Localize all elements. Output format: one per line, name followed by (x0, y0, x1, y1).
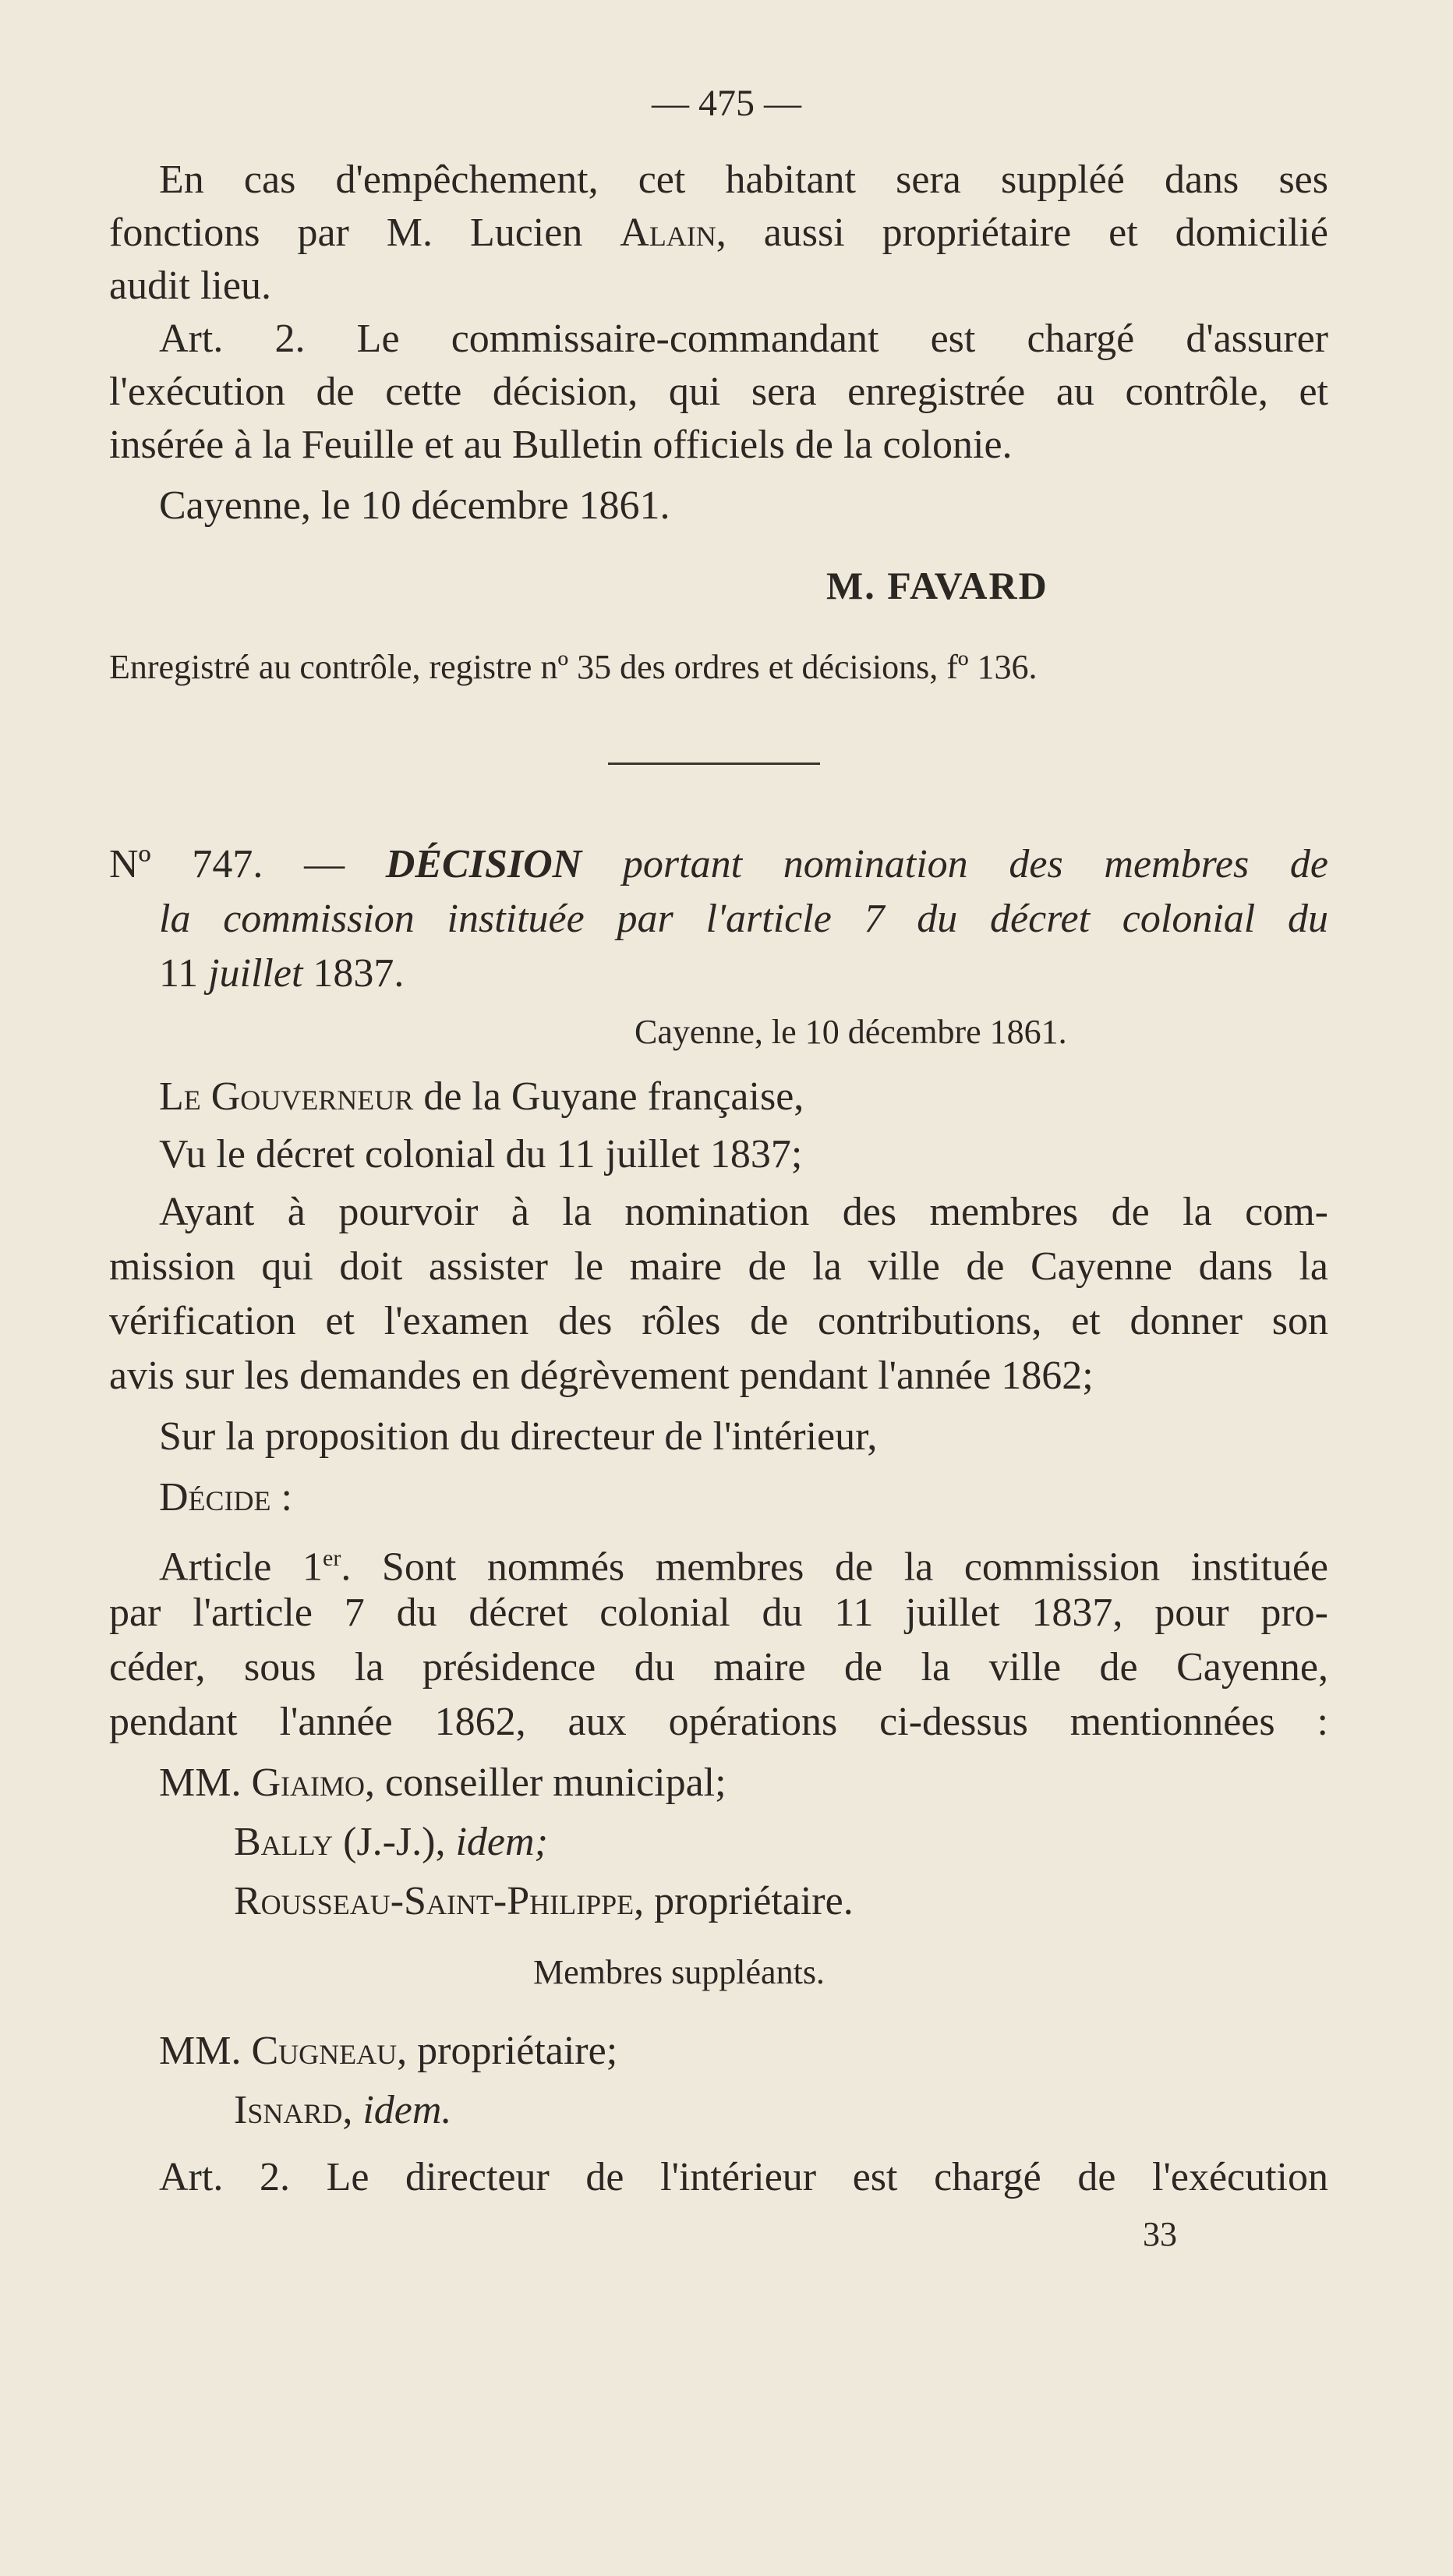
person-name: Cugneau (251, 2029, 398, 2073)
person-name: Giaimo (251, 1760, 366, 1805)
date-line: Cayenne, le 10 décembre 1861. (635, 1013, 1067, 1051)
member-line: Bally (J.-J.), idem; (234, 1820, 548, 1864)
text-line: fonctions par M. Lucien Alain, aussi propriétaire et domicilié (109, 211, 1328, 255)
text-line: En cas d'empêchement, cet habitant sera suppléé dans ses (159, 157, 1328, 202)
text-line: Ayant à pourvoir à la nomination des membres de la com- (159, 1190, 1328, 1234)
person-name: Alain (620, 211, 716, 255)
text-line: Vu le décret colonial du 11 juillet 1837; (159, 1132, 803, 1177)
text-line: Art. 2. Le directeur de l'intérieur est chargé de l'exécution (159, 2155, 1328, 2199)
member-line: MM. Cugneau, propriétaire; (159, 2029, 618, 2073)
member-line: MM. Giaimo, conseiller municipal; (159, 1760, 726, 1805)
member-line: Rousseau-Saint-Philippe, propriétaire. (234, 1879, 854, 1923)
decision-label: DÉCISION (385, 842, 582, 886)
signature: M. FAVARD (826, 564, 1048, 607)
text-line: céder, sous la présidence du maire de la ville de Cayenne, (109, 1645, 1328, 1690)
signature-mark: 33 (1143, 2215, 1177, 2253)
text-line: Article 1er. Sont nommés membres de la commission instituée (159, 1545, 1328, 1590)
person-name: Bally (234, 1820, 334, 1864)
text-line: pendant l'année 1862, aux opérations ci-dessus mentionnées : (109, 1700, 1328, 1744)
section-divider (608, 763, 820, 765)
person-name: Rousseau-Saint-Philippe (234, 1879, 635, 1923)
page-number: — 475 — (652, 83, 801, 124)
subheading: Membres suppléants. (533, 1953, 825, 1991)
date-line: Cayenne, le 10 décembre 1861. (159, 483, 670, 528)
decision-heading: Nº 747. — DÉCISION portant nomination des membres de (109, 842, 1328, 886)
decision-heading: la commission instituée par l'article 7 du décret colonial du (159, 897, 1328, 941)
text-line: Sur la proposition du directeur de l'intérieur, (159, 1414, 878, 1459)
text-line: avis sur les demandes en dégrèvement pendant l'année 1862; (109, 1353, 1094, 1398)
text-line: insérée à la Feuille et au Bulletin officiels de la colonie. (109, 423, 1013, 467)
text-line: Art. 2. Le commissaire-commandant est chargé d'assurer (159, 317, 1328, 361)
text-line: vérification et l'examen des rôles de contributions, et donner son (109, 1299, 1328, 1343)
text-line: par l'article 7 du décret colonial du 11 juillet 1837, pour pro- (109, 1591, 1328, 1635)
text-line: audit lieu. (109, 264, 271, 308)
text-line: l'exécution de cette décision, qui sera enregistrée au contrôle, et (109, 370, 1328, 414)
member-line: Isnard, idem. (234, 2088, 452, 2132)
person-name: Isnard (234, 2088, 343, 2132)
text-line: mission qui doit assister le maire de la ville de Cayenne dans la (109, 1244, 1328, 1289)
decide-heading: Décide : (159, 1475, 292, 1520)
decision-heading: 11 juillet 1837. (159, 951, 405, 996)
text-line: Le Gouverneur de la Guyane française, (159, 1074, 804, 1119)
registration-note: Enregistré au contrôle, registre nº 35 des ordres et décisions, fº 136. (109, 648, 1038, 686)
title-governor: Le Gouverneur (159, 1074, 414, 1119)
